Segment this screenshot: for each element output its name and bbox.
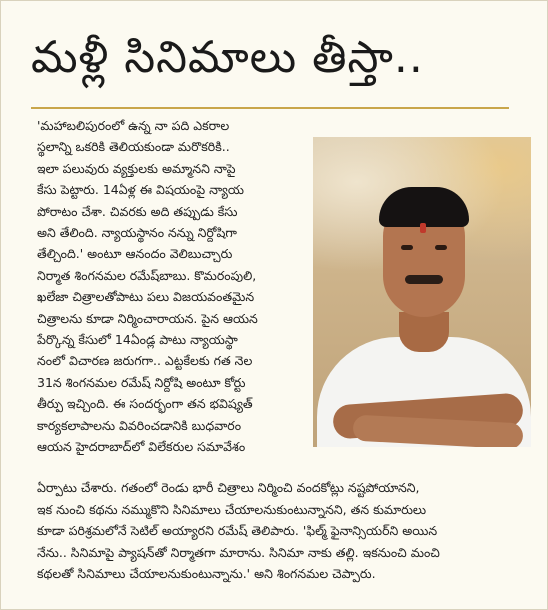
- photo-neck: [399, 312, 449, 352]
- article-line: నంలో విచారణ జరుగగా.. ఎట్టకేలకు గత నెల: [37, 353, 253, 369]
- photo-tilak: [420, 223, 426, 233]
- article-line: పోరాటం చేశా. చివరకు అది తప్పుడు కేసు: [37, 203, 238, 219]
- article-line: ఇలా పలువురు వ్యక్తులకు అమ్మానని నాపై: [37, 160, 236, 176]
- article-line: తేల్చింది.' అంటూ ఆనందం వెలిబుచ్చారు: [37, 246, 233, 262]
- article-line: తీర్పు ఇచ్చింది. ఈ సందర్భంగా తన భవిష్యత్: [37, 396, 253, 412]
- article-line: 'మహాబలిపురంలో ఉన్న నా పది ఎకరాల: [37, 118, 230, 133]
- article-line: చిత్రాలను కూడా నిర్మించారాయన. పైన ఆయన: [37, 310, 258, 326]
- photo-eye-left: [401, 245, 413, 250]
- article-column: [37, 115, 313, 458]
- article-line: కథలతో సినిమాలు చేయాలనుకుంటున్నాను.' అని శింగనమల చెప్పారు.: [37, 566, 376, 582]
- article-line: ఖలేజా చిత్రాలతోపాటు పలు విజయవంతమైన: [37, 289, 255, 305]
- article-line: నిర్మాత శింగనమల రమేష్‌బాబు. కొమరంపులి,: [37, 267, 257, 283]
- photo-eye-right: [435, 245, 447, 250]
- article-line: అని తేలింది. న్యాయస్థానం నన్ను నిర్దోషిగా: [37, 225, 237, 241]
- headline: మళ్లీ సినిమాలు తీస్తా..: [31, 32, 424, 83]
- article-line: కూడా పరిశ్రమలోనే సెటిల్ అయ్యారని రమేష్ తెలిపారు. 'ఫిల్మ్ ఫైనాన్సియర్‌ని అయిన: [37, 523, 438, 539]
- article-line: స్థలాన్ని ఒకరికి తెలియకుండా మరొకరికి..: [37, 139, 230, 155]
- photo-mustache: [405, 275, 443, 284]
- article-line: నేను.. సినిమాపై ప్యాషన్‌తో నిర్మాతగా మారాను. సినిమా నాకు తల్లి. ఇకనుంచి మంచి: [37, 544, 440, 560]
- article-line: పేర్కొన్న కేసులో 14ఏండ్ల పాటు న్యాయస్థా: [37, 332, 238, 348]
- article-line: కేసు పెట్టారు. 14ఏళ్ల ఈ విషయంపై న్యాయ: [37, 182, 244, 198]
- article-wide-text: [37, 477, 531, 585]
- article-line: కార్యకలాపాలను వివరించడానికి బుధవారం: [37, 417, 242, 433]
- photo-hair: [379, 187, 469, 227]
- article-line: ఆయన హైదరాబాద్‌లో విలేకరుల సమావేశం: [37, 439, 246, 455]
- headline-divider: [31, 107, 509, 109]
- producer-portrait-photo: [313, 137, 531, 447]
- article-line: ఏర్పాటు చేశారు. గతంలో రెండు భారీ చిత్రాలు నిర్మించి వందకోట్లు నష్టపోయానని,: [37, 480, 420, 495]
- article-line: ఇక నుంచి కథను నమ్ముకొని సినిమాలు చేయాలనుకుంటున్నానని, తన కుమారులు: [37, 501, 427, 517]
- article-line: 31న శింగనమల రమేష్ నిర్దోషి అంటూ కోర్టు: [37, 374, 246, 390]
